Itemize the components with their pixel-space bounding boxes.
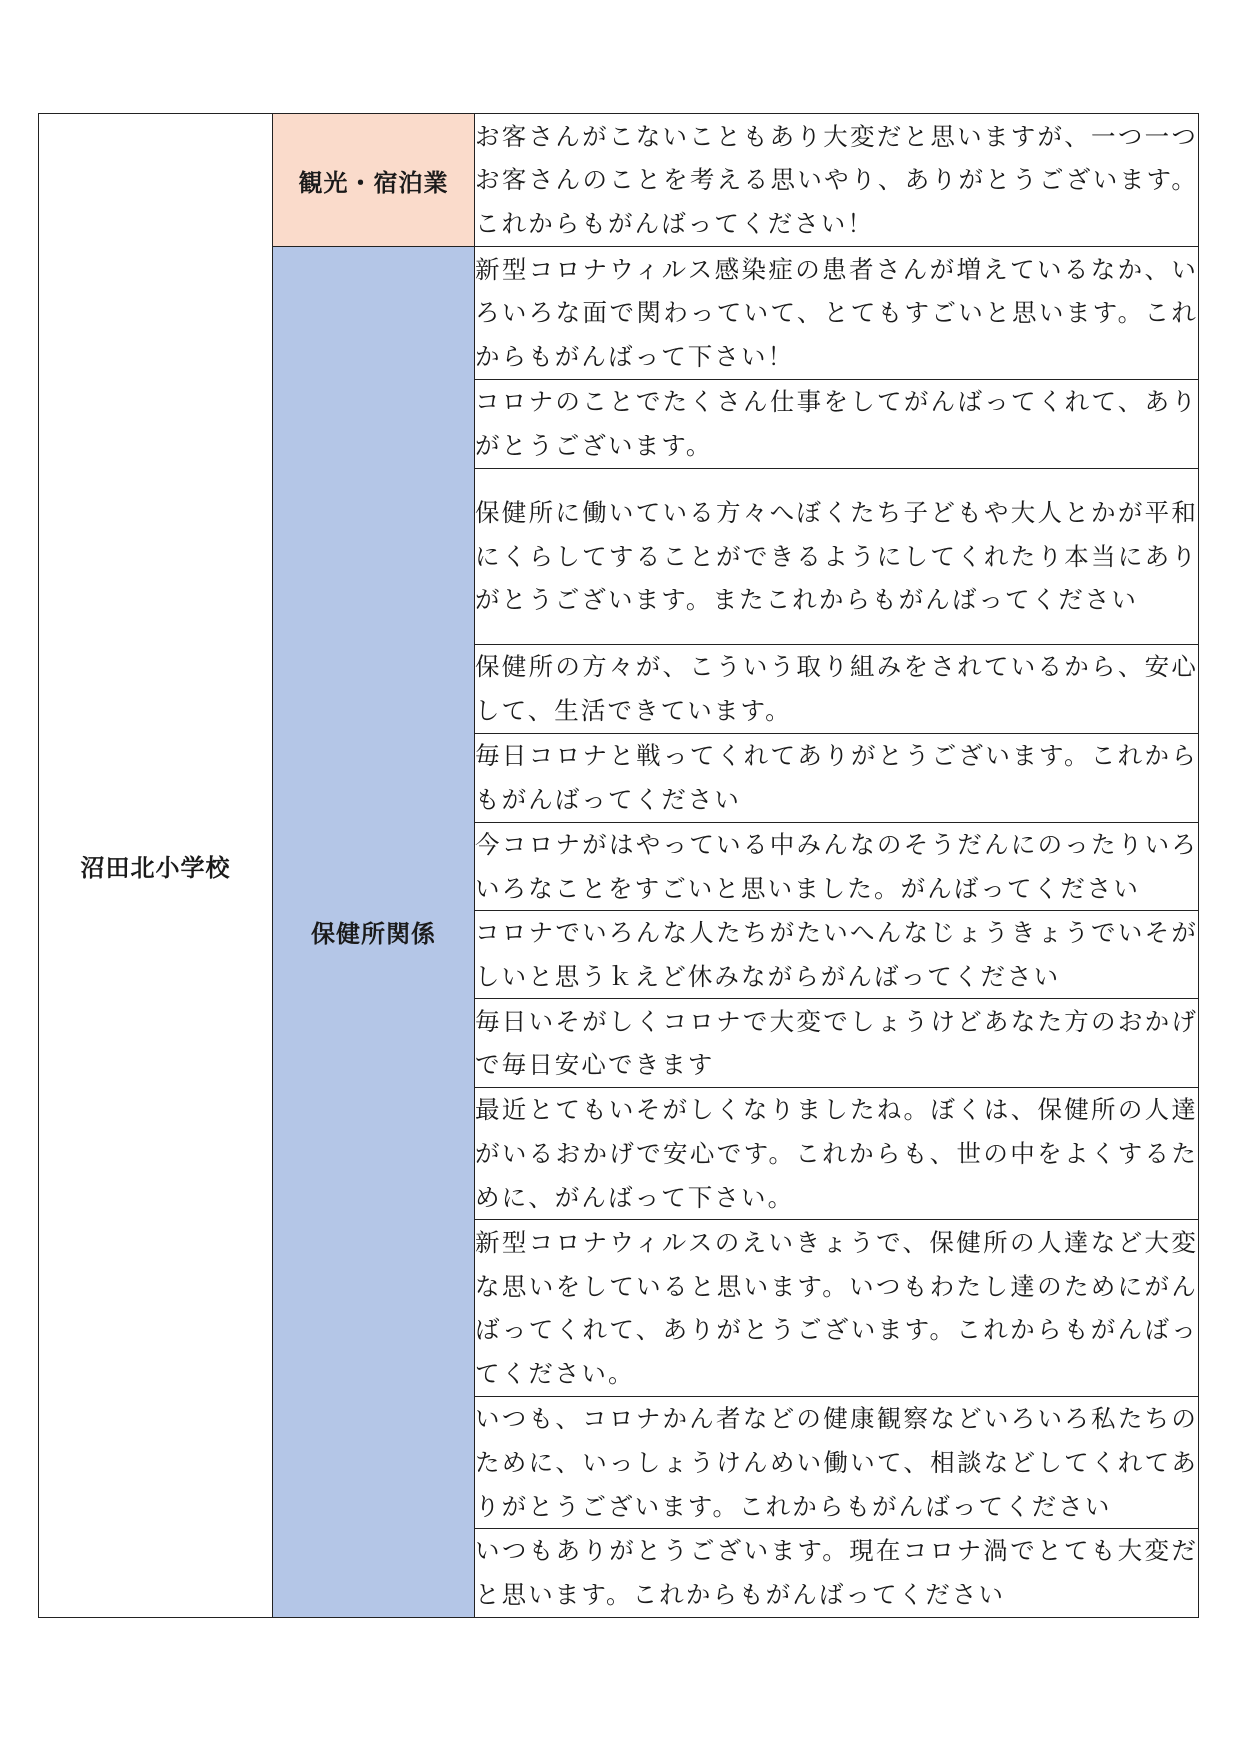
message-cell: 最近とてもいそがしくなりましたね。ぼくは、保健所の人達がいるおかげで安心です。これからも、世の中をよくするために、がんばって下さい。 [475, 1088, 1199, 1220]
message-cell: 新型コロナウィルスのえいきょうで、保健所の人達など大変な思いをしていると思います。いつもわたし達のためにがんばってくれて、ありがとうございます。これからもがんばってください。 [475, 1220, 1199, 1397]
message-cell: 毎日いそがしくコロナで大変でしょうけどあなた方のおかげで毎日安心できます [475, 999, 1199, 1088]
message-cell: お客さんがこないこともあり大変だと思いますが、一つ一つお客さんのことを考える思いやり、ありがとうございます。これからもがんばってください！ [475, 114, 1199, 247]
category-tourism: 観光・宿泊業 [273, 114, 475, 247]
message-cell: いつも、コロナかん者などの健康観察などいろいろ私たちのために、いっしょうけんめい働いて、相談などしてくれてありがとうございます。これからもがんばってください [475, 1397, 1199, 1529]
message-cell: 新型コロナウィルス感染症の患者さんが増えているなか、いろいろな面で関わっていて、とてもすごいと思います。これからもがんばって下さい！ [475, 247, 1199, 380]
category-health: 保健所関係 [273, 247, 475, 1618]
message-cell: いつもありがとうございます。現在コロナ渦でとても大変だと思います。これからもがんばってください [475, 1529, 1199, 1617]
message-cell: 保健所の方々が、こういう取り組みをされているから、安心して、生活できています。 [475, 645, 1199, 734]
message-cell: コロナでいろんな人たちがたいへんなじょうきょうでいそがしいと思うｋえど休みながらがんばってください [475, 911, 1199, 999]
school-name: 沼田北小学校 [39, 114, 273, 1618]
message-cell: 毎日コロナと戦ってくれてありがとうございます。これからもがんばってください [475, 734, 1199, 823]
message-cell: コロナのことでたくさん仕事をしてがんばってくれて、ありがとうございます。 [475, 380, 1199, 469]
table-row [39, 114, 1199, 247]
message-table [38, 113, 1199, 1618]
message-cell: 今コロナがはやっている中みんなのそうだんにのったりいろいろなことをすごいと思いました。がんばってください [475, 823, 1199, 911]
message-cell: 保健所に働いている方々へぼくたち子どもや大人とかが平和にくらしてすることができるようにしてくれたり本当にありがとうございます。またこれからもがんばってください [475, 469, 1199, 645]
